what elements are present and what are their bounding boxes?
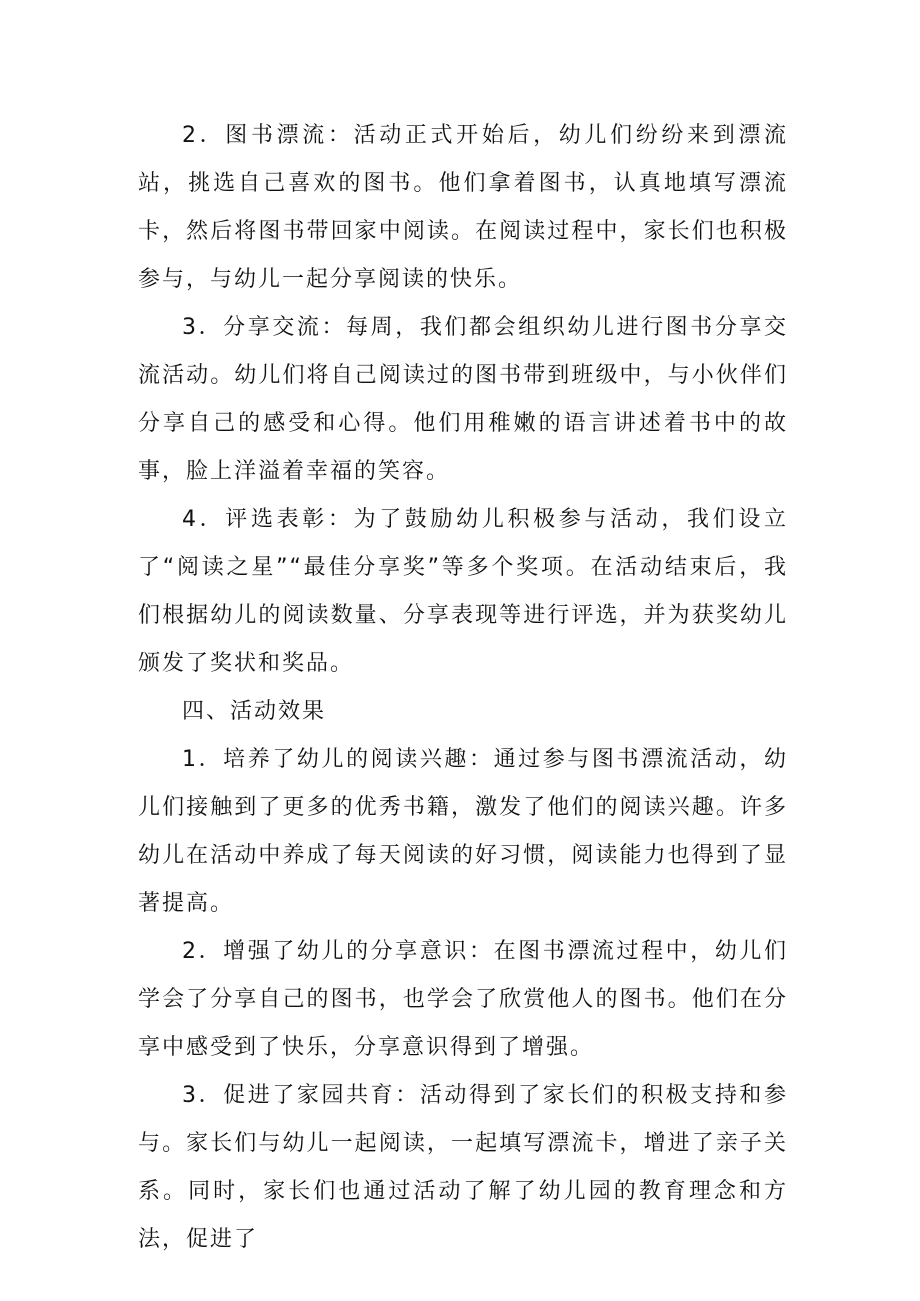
paragraph-awards: 4．评选表彰：为了鼓励幼儿积极参与活动，我们设立了“阅读之星”“最佳分享奖”等多个奖项。在活动结束后，我们根据幼儿的阅读数量、分享表现等进行评选，并为获奖幼儿颁发了奖状和奖品。 [138, 507, 788, 676]
paragraph-book-drifting: 2．图书漂流：活动正式开始后，幼儿们纷纷来到漂流站，挑选自己喜欢的图书。他们拿着图书，认真地填写漂流卡，然后将图书带回家中阅读。在阅读过程中，家长们也积极参与，与幼儿一起分享阅读的快乐。 [138, 123, 788, 292]
paragraph-effect-home-school: 3．促进了家园共育：活动得到了家长们的积极支持和参与。家长们与幼儿一起阅读，一起填写漂流卡，增进了亲子关系。同时，家长们也通过活动了解了幼儿园的教育理念和方法，促进了 [138, 1083, 788, 1252]
paragraph-effect-sharing: 2．增强了幼儿的分享意识：在图书漂流过程中，幼儿们学会了分享自己的图书，也学会了欣赏他人的图书。他们在分享中感受到了快乐，分享意识得到了增强。 [138, 939, 788, 1060]
section-heading-effects: 四、活动效果 [182, 699, 327, 724]
paragraph-sharing-exchange: 3．分享交流：每周，我们都会组织幼儿进行图书分享交流活动。幼儿们将自己阅读过的图书带到班级中，与小伙伴们分享自己的感受和心得。他们用稚嫩的语言讲述着书中的故事，脸上洋溢着幸福的笑容。 [138, 315, 788, 484]
document-body [138, 112, 788, 1264]
paragraph-effect-interest: 1．培养了幼儿的阅读兴趣：通过参与图书漂流活动，幼儿们接触到了更多的优秀书籍，激发了他们的阅读兴趣。许多幼儿在活动中养成了每天阅读的好习惯，阅读能力也得到了显著提高。 [138, 747, 788, 916]
